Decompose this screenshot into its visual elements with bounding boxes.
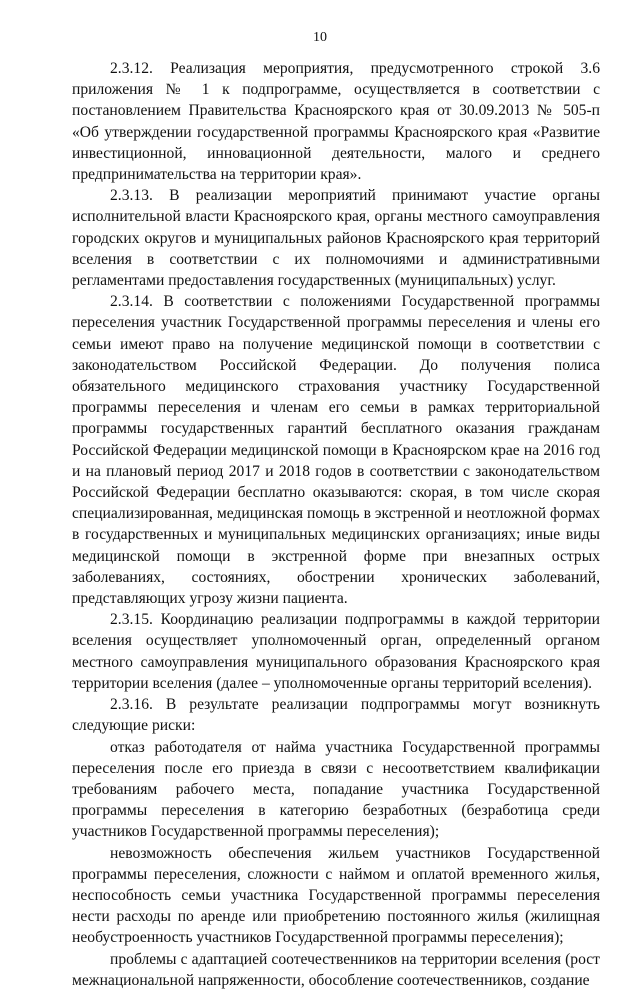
paragraph-2-3-16: 2.3.16. В результате реализации подпрограммы могут возникнуть следующие риски: — [72, 696, 600, 735]
document-body — [72, 58, 600, 991]
paragraph-2-3-15: 2.3.15. Координацию реализации подпрограммы в каждой территории вселения осуществляет уполномоченный орган, определенный органом местного самоуправления муниципального образования Красноярского края территории вселения (далее – уполномоченные органы территорий вселения). — [72, 611, 600, 692]
paragraph-2-3-13: 2.3.13. В реализации мероприятий принимают участие органы исполнительной власти Красноярского края, органы местного самоуправления городских округов и муниципальных районов Красноярского края территорий вселения в соответствии с их полномочиями и административными регламентами предоставления государственных (муниципальных) услуг. — [72, 187, 600, 290]
risk-item-employer-refusal: отказ работодателя от найма участника Государственной программы переселения после его приезда в связи с несоответствием квалификации требованиям рабочего места, попадание участника Государственной программы переселения в категорию безработных (безработица среди участников Государственной программы переселения); — [72, 738, 600, 841]
page-number: 10 — [313, 30, 327, 45]
paragraph-2-3-14: 2.3.14. В соответствии с положениями Государственной программы переселения участник Государственной программы переселения и члены его семьи имеют право на получение медицинской помощи в соответствии с законодательством Российской Федерации. До получения полиса обязательного медицинского страхования участнику Государственной программы переселения и членам его семьи в рамках территориальной программы государственных гарантий бесплатного оказания гражданам Российской Федерации медицинской помощи в Красноярском крае на 2016 год и на плановый период 2017 и 2018 годов в соответствии с законодательством Российской Федерации бесплатно оказываются: скорая, в том числе скорая специализированная, медицинская помощь в экстренной и неотложной формах в государственных и муниципальных медицинских организациях; иные виды медицинской помощи в экстренной форме при внезапных острых заболеваниях, состояниях, обострении хронических заболеваний, представляющих угрозу жизни пациента. — [72, 293, 600, 608]
risk-item-adaptation: проблемы с адаптацией соотечественников на территории вселения (рост межнациональной напряженности, обособление соотечественников, создание — [72, 950, 600, 989]
paragraph-2-3-12: 2.3.12. Реализация мероприятия, предусмотренного строкой 3.6 приложения № 1 к подпрограмме, осуществляется в соответствии с постановлением Правительства Красноярского края от 30.09.2013 № 505-п «Об утверждении государственной программы Красноярского края «Развитие инвестиционной, инновационной деятельности, малого и среднего предпринимательства на территории края». — [72, 60, 600, 184]
risk-item-housing: невозможность обеспечения жильем участников Государственной программы переселения, сложности с наймом и оплатой временного жилья, неспособность семьи участника Государственной программы переселения нести расходы по аренде или приобретению постоянного жилья (жилищная необустроенность участников Государственной программы переселения); — [72, 844, 600, 947]
